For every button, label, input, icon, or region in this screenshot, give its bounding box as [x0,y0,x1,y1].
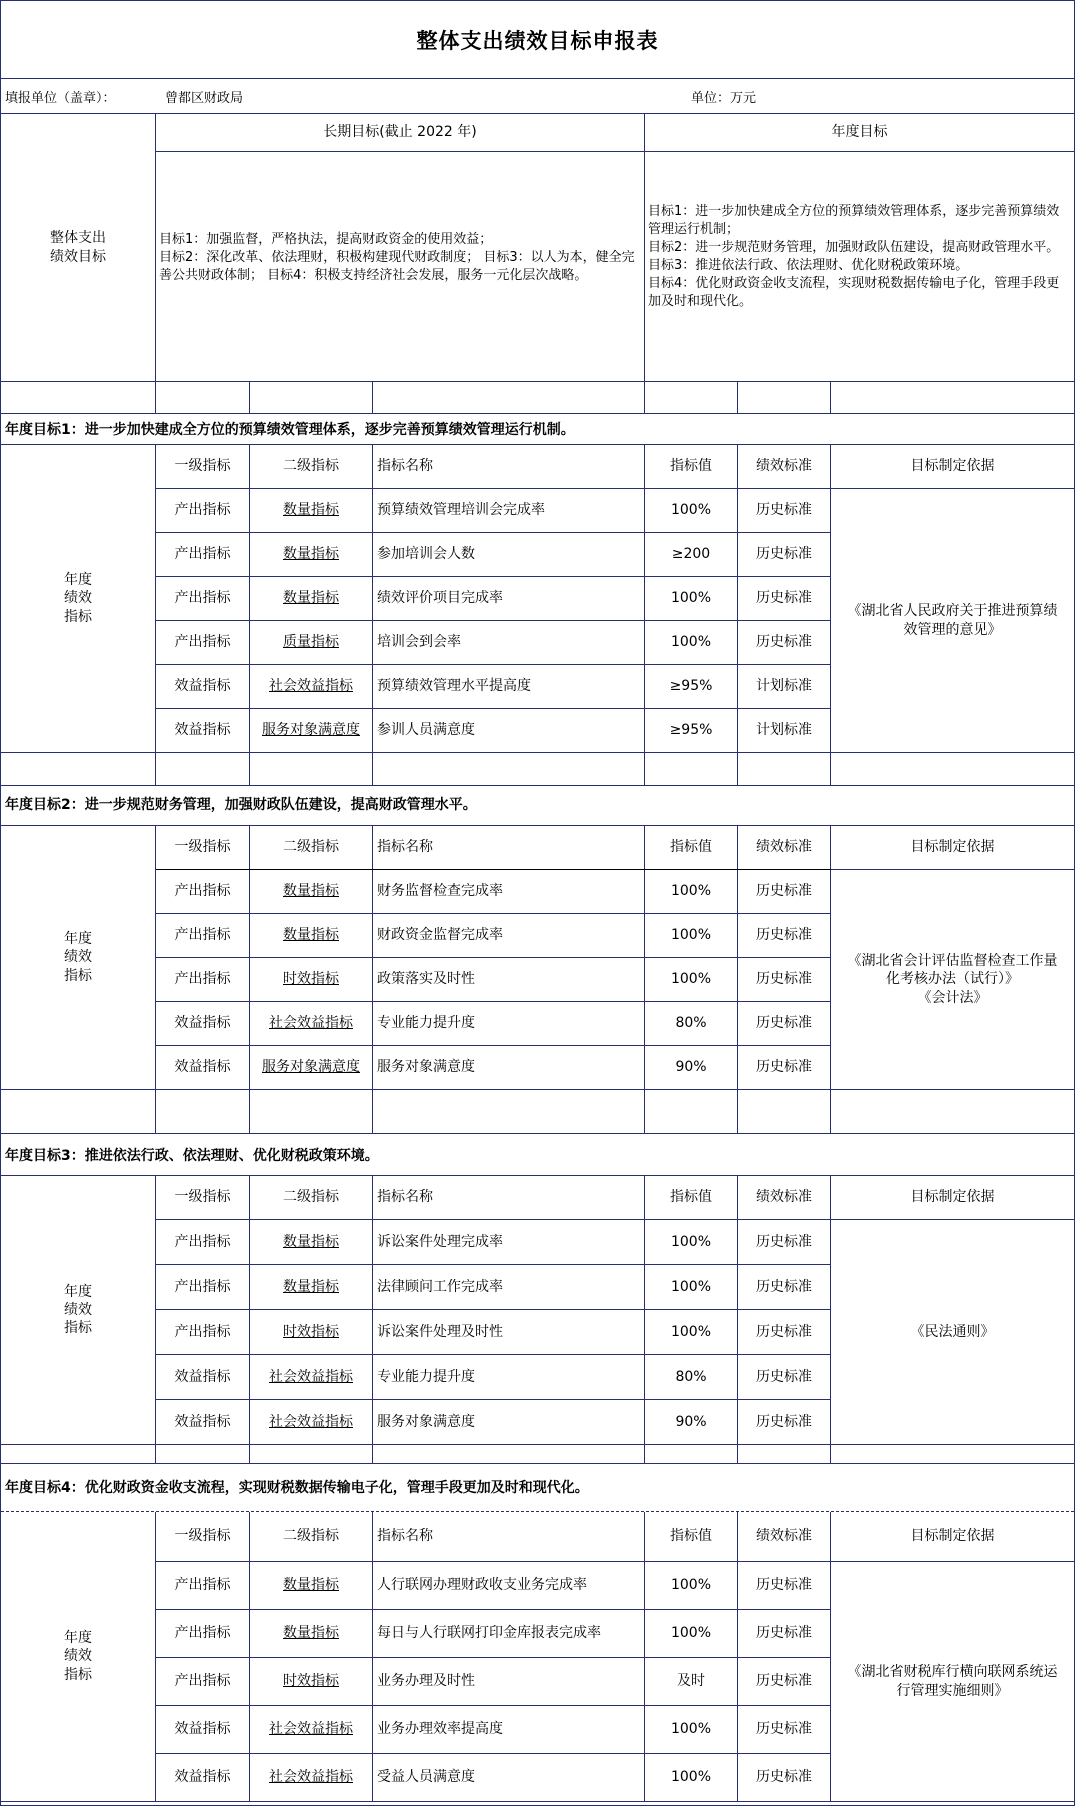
indicator-name: 诉讼案件处理及时性 [373,1310,645,1355]
col-header-level1: 一级指标 [156,1176,250,1220]
performance-standard: 历史标准 [738,1400,831,1445]
page-title: 整体支出绩效目标申报表 [1,1,1074,79]
level2-indicator: 数量指标 [250,914,373,958]
perf-indicator-label: 年度 绩效 指标 [1,1512,156,1802]
indicator-name: 绩效评价项目完成率 [373,577,645,621]
level1-indicator: 产出指标 [156,1610,250,1658]
long-term-header: 长期目标(截止 2022 年) [156,114,645,152]
level2-indicator: 数量指标 [250,1562,373,1610]
col-header-level2: 二级指标 [250,826,373,870]
indicator-value: 90% [645,1400,738,1445]
indicator-value: 100% [645,577,738,621]
indicator-name: 专业能力提升度 [373,1002,645,1046]
indicator-name: 每日与人行联网打印金库报表完成率 [373,1610,645,1658]
indicator-name: 参训人员满意度 [373,709,645,753]
indicator-value: 100% [645,1220,738,1265]
indicator-name: 服务对象满意度 [373,1400,645,1445]
col-header-name: 指标名称 [373,1512,645,1562]
annual-target-text: 目标1：进一步加快建成全方位的预算绩效管理体系，逐步完善预算绩效管理运行机制； 目标2：进一步规范财务管理，加强财政队伍建设，提高财政管理水平。 目标3：推进依法行政、依法理财、优化财税政策环境。 目标4：优化财政资金收支流程，实现财税数据传输电子化，管理手段更加及时和现代化。 [648,204,1060,309]
section-heading: 年度目标3：推进依法行政、依法理财、优化财税政策环境。 [1,1134,1074,1176]
indicator-name: 业务办理效率提高度 [373,1706,645,1754]
performance-standard: 历史标准 [738,533,831,577]
blank-cell [156,382,250,414]
indicator-value: 100% [645,958,738,1002]
performance-standard: 历史标准 [738,1310,831,1355]
indicator-value: 100% [645,1562,738,1610]
level1-indicator: 产出指标 [156,533,250,577]
blank-cell [373,382,645,414]
col-header-standard: 绩效标准 [738,826,831,870]
performance-standard: 历史标准 [738,1265,831,1310]
performance-standard: 历史标准 [738,577,831,621]
section-heading: 年度目标1：进一步加快建成全方位的预算绩效管理体系，逐步完善预算绩效管理运行机制。 [1,414,1074,445]
indicator-value: 100% [645,914,738,958]
level1-indicator: 效益指标 [156,1754,250,1802]
col-header-standard: 绩效标准 [738,445,831,489]
level1-indicator: 效益指标 [156,1400,250,1445]
level2-indicator: 服务对象满意度 [250,709,373,753]
indicator-name: 预算绩效管理水平提高度 [373,665,645,709]
annual-target-cell [645,152,1074,382]
indicator-value: ≥200 [645,533,738,577]
level1-indicator: 效益指标 [156,1706,250,1754]
indicator-value: ≥95% [645,709,738,753]
perf-indicator-label: 年度 绩效 指标 [1,826,156,1090]
unit-value: 曾都区财政局 [165,91,244,106]
performance-standard: 历史标准 [738,1046,831,1090]
indicator-value: 100% [645,489,738,533]
indicator-value: 100% [645,1706,738,1754]
performance-standard: 历史标准 [738,1706,831,1754]
level1-indicator: 产出指标 [156,870,250,914]
blank-cell [1,1090,156,1134]
annual-target-header: 年度目标 [645,114,1074,152]
indicator-value: 100% [645,1754,738,1802]
indicator-value: 100% [645,1265,738,1310]
blank-cell [738,1445,831,1464]
blank-cell [250,382,373,414]
performance-standard: 历史标准 [738,870,831,914]
indicator-value: 90% [645,1046,738,1090]
level2-indicator: 社会效益指标 [250,1355,373,1400]
performance-standard: 计划标准 [738,709,831,753]
indicator-name: 财政资金监督完成率 [373,914,645,958]
indicator-value: 100% [645,621,738,665]
blank-cell [645,1090,738,1134]
level1-indicator: 产出指标 [156,1220,250,1265]
performance-standard: 历史标准 [738,621,831,665]
level1-indicator: 产出指标 [156,489,250,533]
performance-standard: 历史标准 [738,1355,831,1400]
col-header-basis: 目标制定依据 [831,1512,1074,1562]
long-term-cell [156,152,645,382]
performance-standard: 历史标准 [738,1658,831,1706]
level1-indicator: 效益指标 [156,665,250,709]
unit-label: 填报单位（盖章）： [5,91,116,106]
col-header-standard: 绩效标准 [738,1176,831,1220]
performance-standard: 计划标准 [738,665,831,709]
col-header-basis: 目标制定依据 [831,1176,1074,1220]
col-header-basis: 目标制定依据 [831,826,1074,870]
section-heading: 年度目标4：优化财政资金收支流程，实现财税数据传输电子化，管理手段更加及时和现代化。 [1,1463,1074,1512]
level2-indicator: 数量指标 [250,577,373,621]
col-header-level2: 二级指标 [250,1512,373,1562]
indicator-name: 政策落实及时性 [373,958,645,1002]
col-header-value: 指标值 [645,1176,738,1220]
performance-standard: 历史标准 [738,914,831,958]
perf-indicator-label: 年度 绩效 指标 [1,1176,156,1445]
indicator-value: 100% [645,870,738,914]
blank-cell [831,1090,1074,1134]
col-header-standard: 绩效标准 [738,1512,831,1562]
level2-indicator: 时效指标 [250,1658,373,1706]
indicator-name: 财务监督检查完成率 [373,870,645,914]
level1-indicator: 效益指标 [156,1355,250,1400]
col-header-name: 指标名称 [373,826,645,870]
level2-indicator: 数量指标 [250,1610,373,1658]
level2-indicator: 社会效益指标 [250,1400,373,1445]
target-basis: 《湖北省人民政府关于推进预算绩效管理的意见》 [831,489,1074,753]
level2-indicator: 数量指标 [250,1220,373,1265]
level2-indicator: 时效指标 [250,958,373,1002]
indicator-value: 80% [645,1355,738,1400]
level2-indicator: 质量指标 [250,621,373,665]
col-header-value: 指标值 [645,445,738,489]
level2-indicator: 社会效益指标 [250,665,373,709]
indicator-value: ≥95% [645,665,738,709]
level2-indicator: 服务对象满意度 [250,1046,373,1090]
col-header-name: 指标名称 [373,445,645,489]
performance-standard: 历史标准 [738,1610,831,1658]
indicator-value: 100% [645,1610,738,1658]
perf-indicator-label: 年度 绩效 指标 [1,445,156,753]
col-header-level1: 一级指标 [156,826,250,870]
level2-indicator: 社会效益指标 [250,1002,373,1046]
col-header-level2: 二级指标 [250,1176,373,1220]
section-heading: 年度目标2：进一步规范财务管理，加强财政队伍建设，提高财政管理水平。 [1,782,1074,826]
level1-indicator: 产出指标 [156,1265,250,1310]
level1-indicator: 效益指标 [156,709,250,753]
col-header-value: 指标值 [645,1512,738,1562]
level1-indicator: 产出指标 [156,1658,250,1706]
blank-cell [250,1445,373,1464]
level1-indicator: 产出指标 [156,958,250,1002]
blank-cell [645,1445,738,1464]
target-basis: 《湖北省财税库行横向联网系统运行管理实施细则》 [831,1562,1074,1802]
level1-indicator: 产出指标 [156,1562,250,1610]
indicator-value: 80% [645,1002,738,1046]
level2-indicator: 数量指标 [250,870,373,914]
performance-standard: 历史标准 [738,1002,831,1046]
performance-standard: 历史标准 [738,489,831,533]
money-unit: 单位：万元 [691,91,757,106]
blank-cell [250,1090,373,1134]
col-header-basis: 目标制定依据 [831,445,1074,489]
col-header-level1: 一级指标 [156,1512,250,1562]
indicator-name: 业务办理及时性 [373,1658,645,1706]
indicator-name: 诉讼案件处理完成率 [373,1220,645,1265]
level1-indicator: 产出指标 [156,621,250,665]
blank-cell [645,382,738,414]
level1-indicator: 产出指标 [156,1310,250,1355]
blank-cell [831,382,1074,414]
target-basis: 《民法通则》 [831,1220,1074,1445]
col-header-name: 指标名称 [373,1176,645,1220]
blank-cell [738,382,831,414]
blank-cell [373,1445,645,1464]
blank-cell [156,1445,250,1464]
row-divider [156,869,831,870]
indicator-name: 人行联网办理财政收支业务完成率 [373,1562,645,1610]
performance-standard: 历史标准 [738,1562,831,1610]
col-header-level1: 一级指标 [156,445,250,489]
indicator-name: 法律顾问工作完成率 [373,1265,645,1310]
performance-standard: 历史标准 [738,1754,831,1802]
blank-cell [831,1445,1074,1464]
indicator-name: 专业能力提升度 [373,1355,645,1400]
indicator-name: 培训会到会率 [373,621,645,665]
level2-indicator: 社会效益指标 [250,1706,373,1754]
col-header-level2: 二级指标 [250,445,373,489]
indicator-name: 受益人员满意度 [373,1754,645,1802]
performance-standard: 历史标准 [738,958,831,1002]
level1-indicator: 产出指标 [156,914,250,958]
level1-indicator: 产出指标 [156,577,250,621]
performance-standard: 历史标准 [738,1220,831,1265]
level2-indicator: 数量指标 [250,1265,373,1310]
level2-indicator: 数量指标 [250,489,373,533]
level2-indicator: 时效指标 [250,1310,373,1355]
level2-indicator: 社会效益指标 [250,1754,373,1802]
blank-cell [738,1090,831,1134]
blank-cell [373,1090,645,1134]
level1-indicator: 效益指标 [156,1046,250,1090]
target-basis: 《湖北省会计评估监督检查工作量化考核办法（试行）》 《会计法》 [831,870,1074,1090]
overall-target-label: 整体支出 绩效目标 [1,114,156,382]
level1-indicator: 效益指标 [156,1002,250,1046]
indicator-name: 服务对象满意度 [373,1046,645,1090]
indicator-value: 100% [645,1310,738,1355]
indicator-value: 及时 [645,1658,738,1706]
blank-cell [1,382,156,414]
col-header-value: 指标值 [645,826,738,870]
long-term-text: 目标1：加强监督，严格执法，提高财政资金的使用效益； 目标2：深化改革、依法理财，积极构建现代财政制度； 目标3：以人为本，健全完善公共财政体制； 目标4：积极支持经济社会发展，服务一元化层次战略。 [159,232,635,283]
indicator-name: 参加培训会人数 [373,533,645,577]
blank-cell [156,1090,250,1134]
level2-indicator: 数量指标 [250,533,373,577]
indicator-name: 预算绩效管理培训会完成率 [373,489,645,533]
blank-cell [1,1445,156,1464]
